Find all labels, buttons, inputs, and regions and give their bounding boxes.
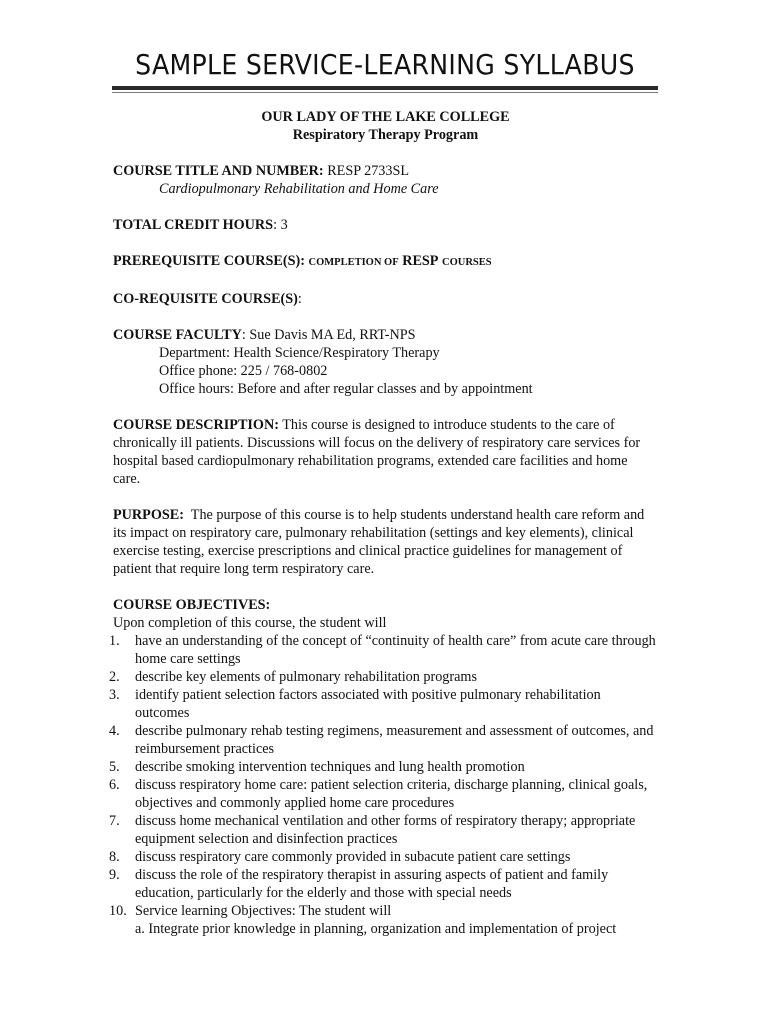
course-title-label: COURSE TITLE AND NUMBER: [113, 163, 319, 179]
program-name: Respiratory Therapy Program: [292, 127, 479, 143]
objective-item: 6. discuss respiratory home care: patient selection criteria, discharge planning, clinical goals, objectives and commonly applied home care procedures: [109, 777, 648, 811]
objective-item: 7. discuss home mechanical ventilation and other forms of respiratory therapy; appropriate equipment selection and disinfection practices: [109, 813, 636, 847]
objective-item: 8. discuss respiratory care commonly provided in subacute patient care settings: [109, 849, 571, 865]
description-text: This course is designed to introduce students to the care of chronically ill patients. Discussions will focus on the delivery of respiratory care services for hospital based cardiopulmonary rehabilitation programs, extended care facilities and home care.: [113, 417, 641, 487]
prerequisite-part2: RESP: [402, 253, 439, 269]
objective-item: 3. identify patient selection factors associated with positive pulmonary rehabilitation outcomes: [109, 687, 601, 721]
course-name: Cardiopulmonary Rehabilitation and Home Care: [159, 181, 439, 197]
faculty-hours: Office hours: Before and after regular classes and by appointment: [159, 381, 533, 397]
objective-item: 4. describe pulmonary rehab testing regimens, measurement and assessment of outcomes, and reimbursement practices: [109, 723, 654, 757]
service-learning-sub-item: a. Integrate prior knowledge in planning, organization and implementation of project: [135, 921, 617, 937]
credit-hours-label: TOTAL CREDIT HOURS: [113, 217, 274, 233]
objectives-heading: COURSE OBJECTIVES:: [113, 597, 271, 613]
objective-item: 2. describe key elements of pulmonary rehabilitation programs: [109, 669, 477, 685]
credit-hours-line: TOTAL CREDIT HOURS: 3: [113, 217, 288, 233]
course-title-line: COURSE TITLE AND NUMBER: RESP 2733SL: [113, 163, 410, 179]
purpose-label: PURPOSE:: [113, 507, 184, 523]
faculty-phone: Office phone: 225 / 768-0802: [159, 363, 328, 379]
corequisite-line: CO-REQUISITE COURSE(S):: [113, 291, 302, 307]
objective-item: 1. have an understanding of the concept of “continuity of health care” from acute care through home care settings: [109, 633, 656, 667]
objectives-list: [109, 632, 658, 920]
prerequisite-part1: COMPLETION OF: [308, 257, 399, 268]
course-purpose: [113, 506, 658, 578]
faculty-department: Department: Health Science/Respiratory Therapy: [159, 345, 440, 361]
prerequisite-line: [113, 252, 658, 272]
corequisite-label: CO-REQUISITE COURSE(S): [113, 291, 298, 307]
faculty-line: COURSE FACULTY: Sue Davis MA Ed, RRT-NPS: [113, 327, 416, 343]
syllabus-body: [109, 108, 658, 938]
faculty-label: COURSE FACULTY: [113, 327, 242, 343]
faculty-name: Sue Davis MA Ed, RRT-NPS: [249, 327, 416, 343]
course-number: RESP 2733SL: [327, 163, 410, 179]
purpose-text: The purpose of this course is to help students understand health care reform and its impact on respiratory care, pulmonary rehabilitation (settings and key elements), clinical exercise testing, exercise prescriptions and clinical practice guidelines for management of patient that require long term respiratory care.: [113, 507, 645, 577]
document-title: SAMPLE SERVICE-LEARNING SYLLABUS: [135, 48, 635, 81]
objectives-intro: Upon completion of this course, the student will: [113, 615, 387, 631]
course-description: [113, 416, 658, 488]
prerequisite-part3: COURSES: [442, 257, 492, 268]
description-label: COURSE DESCRIPTION:: [113, 417, 279, 433]
credit-hours-value: 3: [280, 217, 288, 233]
college-name: OUR LADY OF THE LAKE COLLEGE: [261, 109, 510, 125]
objective-item: 10. Service learning Objectives: The student will: [109, 903, 392, 919]
title-underline-thin: [112, 92, 658, 93]
objective-item: 5. describe smoking intervention techniques and lung health promotion: [109, 759, 525, 775]
objective-item: 9. discuss the role of the respiratory therapist in assuring aspects of patient and family education, particularly for the elderly and those with special needs: [109, 867, 609, 901]
title-underline-thick: [112, 86, 658, 90]
prerequisite-label: PREREQUISITE COURSE(S):: [113, 253, 305, 269]
